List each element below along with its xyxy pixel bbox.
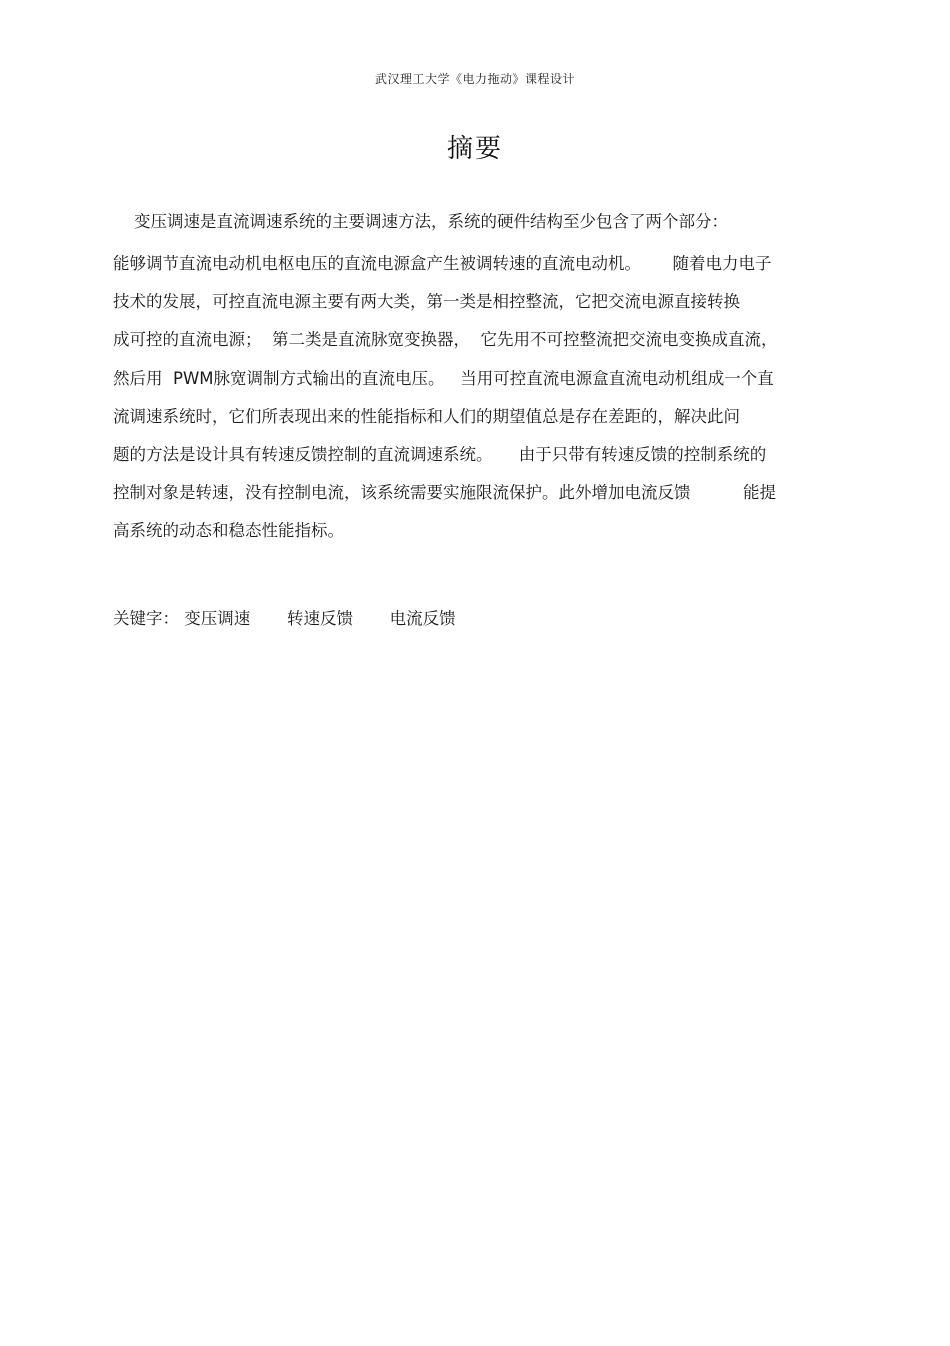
abstract-line: 能够调节直流电动机电枢电压的直流电源盒产生被调转速的直流电动机。 随着电力电子 <box>113 254 772 273</box>
abstract-line: 控制对象是转速，没有控制电流，该系统需要实施限流保护。此外增加电流反馈 能提 <box>113 483 776 502</box>
abstract-line: 流调速系统时，它们所表现出来的性能指标和人们的期望值总是存在差距的，解决此问 <box>113 407 740 426</box>
abstract-line: 然后用 PWM脉宽调制方式输出的直流电压。 当用可控直流电源盒直流电动机组成一个直 <box>113 369 774 388</box>
abstract-line: 变压调速是直流调速系统的主要调速方法，系统的硬件结构至少包含了两个部分： <box>113 212 728 231</box>
abstract-line: 成可控的直流电源； 第二类是直流脉宽变换器， 它先用不可控整流把交流电变换成直流， <box>113 330 778 349</box>
abstract-line: 高系统的动态和稳态性能指标。 <box>113 521 344 540</box>
running-header: 武汉理工大学《电力拖动》课程设计 <box>374 72 575 86</box>
abstract-line: 技术的发展，可控直流电源主要有两大类，第一类是相控整流，它把交流电源直接转换 <box>113 292 740 311</box>
keywords-line: 关键字： 变压调速 转速反馈 电流反馈 <box>113 609 456 628</box>
abstract-heading: 摘要 <box>446 134 503 164</box>
abstract-line: 题的方法是设计具有转速反馈控制的直流调速系统。 由于只带有转速反馈的控制系统的 <box>113 445 767 464</box>
